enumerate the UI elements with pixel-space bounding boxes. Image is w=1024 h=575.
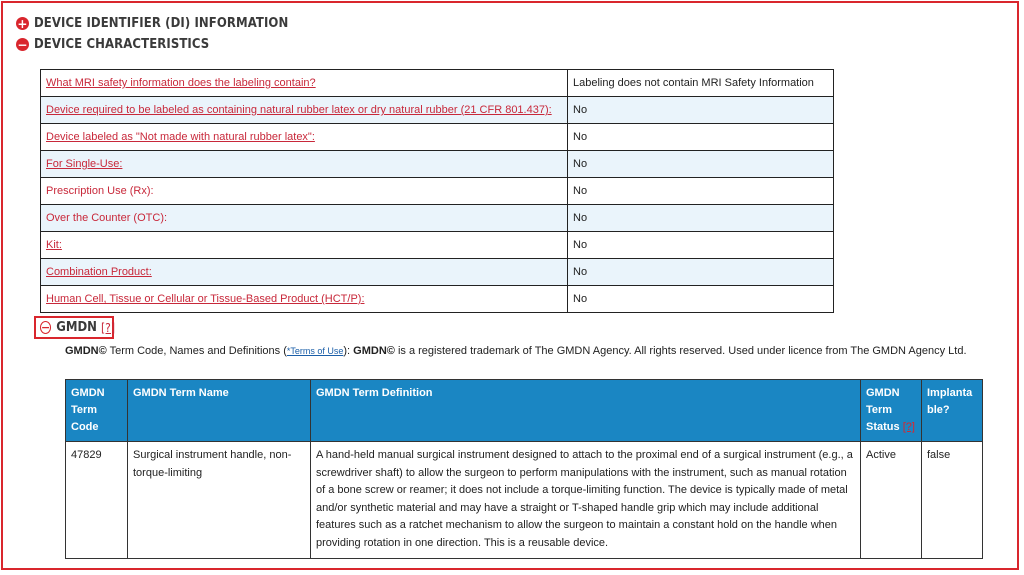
gmdn-brand: GMDN©	[65, 345, 107, 357]
prescription-use-value: No	[568, 178, 834, 205]
natural-rubber-latex-value: No	[568, 97, 834, 124]
table-row	[41, 151, 834, 178]
expand-plus-icon[interactable]: +	[17, 16, 28, 31]
table-row	[41, 286, 834, 313]
gmdn-header-row	[66, 380, 983, 442]
table-row	[41, 205, 834, 232]
single-use-link[interactable]: For Single-Use:	[46, 158, 123, 170]
term-name: Surgical instrument handle, non-torque-limiting	[128, 442, 311, 559]
gmdn-help-link[interactable]: [?]	[100, 320, 116, 335]
table-row	[41, 178, 834, 205]
table-row	[41, 124, 834, 151]
section-gmdn[interactable]	[34, 316, 114, 339]
header-term-code: GMDN Term Code	[66, 380, 128, 442]
header-term-name: GMDN Term Name	[128, 380, 311, 442]
combination-product-value: No	[568, 259, 834, 286]
kit-value: No	[568, 232, 834, 259]
kit-link[interactable]: Kit:	[46, 239, 62, 251]
hctp-value: No	[568, 286, 834, 313]
combination-product-link[interactable]: Combination Product:	[46, 266, 152, 278]
natural-rubber-latex-link[interactable]: Device required to be labeled as containing natural rubber latex or dry natural rubber (21 CFR 801.437):	[46, 104, 552, 116]
collapse-minus-icon[interactable]: −	[41, 321, 51, 334]
header-term-status: GMDN Term Status [?]	[861, 380, 922, 442]
status-help-link[interactable]: [?]	[902, 421, 915, 433]
term-status: Active	[861, 442, 922, 559]
otc-label: Over the Counter (OTC):	[41, 205, 568, 232]
section-title-di[interactable]: DEVICE IDENTIFIER (DI) INFORMATION	[34, 16, 289, 31]
terms-of-use-link[interactable]: *Terms of Use	[286, 346, 344, 356]
table-row	[41, 232, 834, 259]
term-code: 47829	[66, 442, 128, 559]
hctp-link[interactable]: Human Cell, Tissue or Cellular or Tissue-Based Product (HCT/P):	[46, 293, 365, 305]
section-device-characteristics[interactable]	[16, 37, 209, 52]
not-made-with-latex-value: No	[568, 124, 834, 151]
header-term-definition: GMDN Term Definition	[311, 380, 861, 442]
section-di-information[interactable]	[16, 16, 288, 31]
prescription-use-label: Prescription Use (Rx):	[41, 178, 568, 205]
gmdn-notice: GMDN© Term Code, Names and Definitions (*Terms of Use): GMDN© is a registered trademark of The GMDN Agency. All rights reserved. Used under licence from The GMDN Agency Ltd.	[65, 345, 967, 357]
section-title-gmdn[interactable]: GMDN	[56, 320, 97, 335]
table-row	[41, 259, 834, 286]
collapse-minus-icon[interactable]: −	[17, 37, 28, 52]
device-characteristics-table	[40, 69, 834, 313]
header-implantable: Implantable?	[922, 380, 983, 442]
otc-value: No	[568, 205, 834, 232]
table-row	[41, 70, 834, 97]
table-row	[41, 97, 834, 124]
gmdn-table	[65, 379, 983, 559]
not-made-with-latex-link[interactable]: Device labeled as "Not made with natural rubber latex":	[46, 131, 315, 143]
mri-safety-value: Labeling does not contain MRI Safety Information	[568, 70, 834, 97]
term-implantable: false	[922, 442, 983, 559]
single-use-value: No	[568, 151, 834, 178]
mri-safety-link[interactable]: What MRI safety information does the labeling contain?	[46, 77, 316, 89]
table-row	[66, 442, 983, 559]
section-title-characteristics[interactable]: DEVICE CHARACTERISTICS	[34, 37, 210, 52]
term-definition: A hand-held manual surgical instrument designed to attach to the proximal end of a surgical instrument (e.g., a screwdriver shaft) to allow the surgeon to perform manipulations with the instrument, such as manual rotation of a bone screw or reamer; it does not include a torque-limiting function. The device is typically made of metal and/or synthetic material and may have a straight or T-shaped handle grip which may include additional features such as a ratchet mechanism to allow the surgeon to maintain a constant hold on the handle when providing rotation in one direction. This is a reusable device.	[311, 442, 861, 559]
